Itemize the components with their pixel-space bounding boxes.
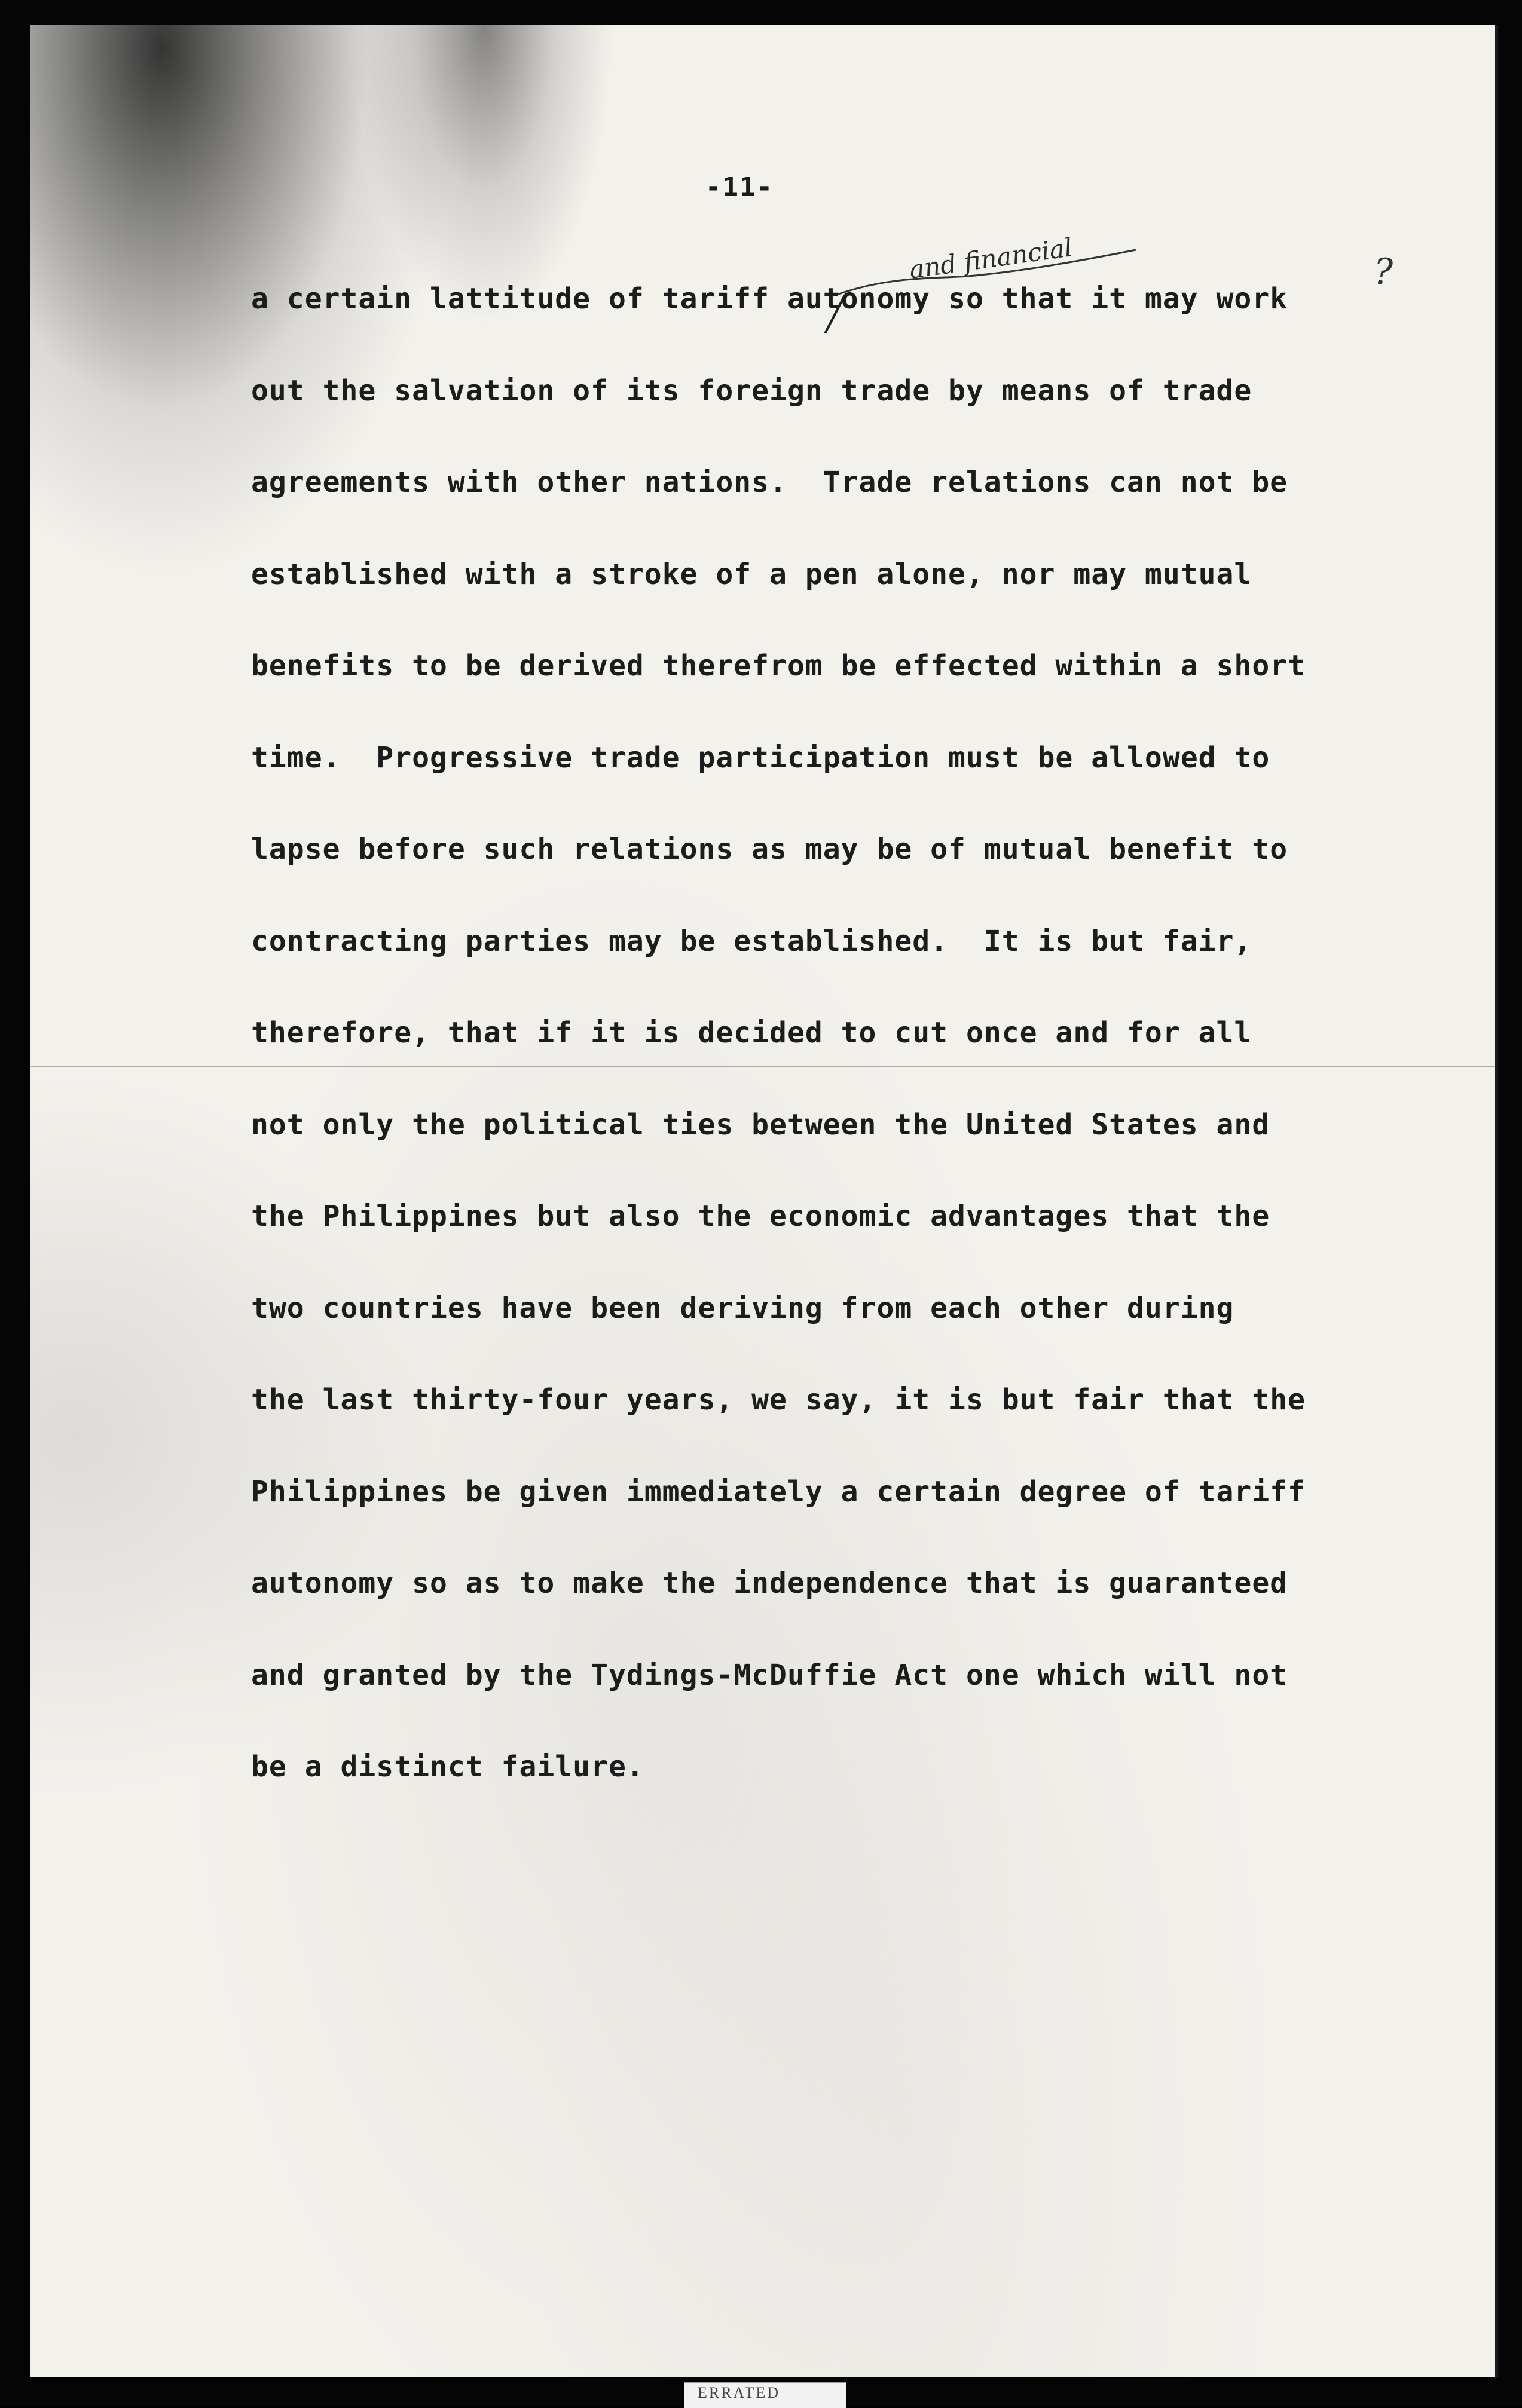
text-line: therefore, that if it is decided to cut once and for all (251, 1016, 1252, 1050)
text-line: the last thirty-four years, we say, it is but fair that the (251, 1383, 1306, 1416)
text-line: time. Progressive trade participation must be allowed to (251, 741, 1270, 775)
text-line: be a distinct failure. (251, 1750, 644, 1783)
text-line: agreements with other nations. Trade relations can not be (251, 466, 1288, 499)
margin-query-mark: ? (1374, 251, 1393, 293)
bottom-label-tab (684, 2382, 846, 2408)
text-line: lapse before such relations as may be of mutual benefit to (251, 833, 1288, 866)
body-text (251, 281, 1387, 1841)
text-line: the Philippines but also the economic advantages that the (251, 1200, 1270, 1233)
text-line: and granted by the Tydings-McDuffie Act one which will not (251, 1658, 1288, 1692)
text-line: two countries have been deriving from each other during (251, 1291, 1234, 1325)
text-line: contracting parties may be established. It is but fair, (251, 924, 1252, 958)
handwritten-insert: and financial (907, 232, 1074, 284)
text-line: not only the political ties between the United States and (251, 1107, 1270, 1142)
text-line: benefits to be derived therefrom be effected within a short (251, 649, 1306, 683)
text-line: established with a stroke of a pen alone, nor may mutual (251, 557, 1252, 591)
text-line: Philippines be given immediately a certain degree of tariff (251, 1474, 1306, 1509)
bottom-label-text: ERRATED (698, 2384, 780, 2401)
text-line: out the salvation of its foreign trade by means of trade (251, 374, 1252, 408)
text-line: autonomy so as to make the independence that is guaranteed (251, 1566, 1288, 1600)
page-number: -11- (705, 172, 774, 203)
text-line: a certain lattitude of tariff autonomy so that it may work (251, 282, 1288, 316)
